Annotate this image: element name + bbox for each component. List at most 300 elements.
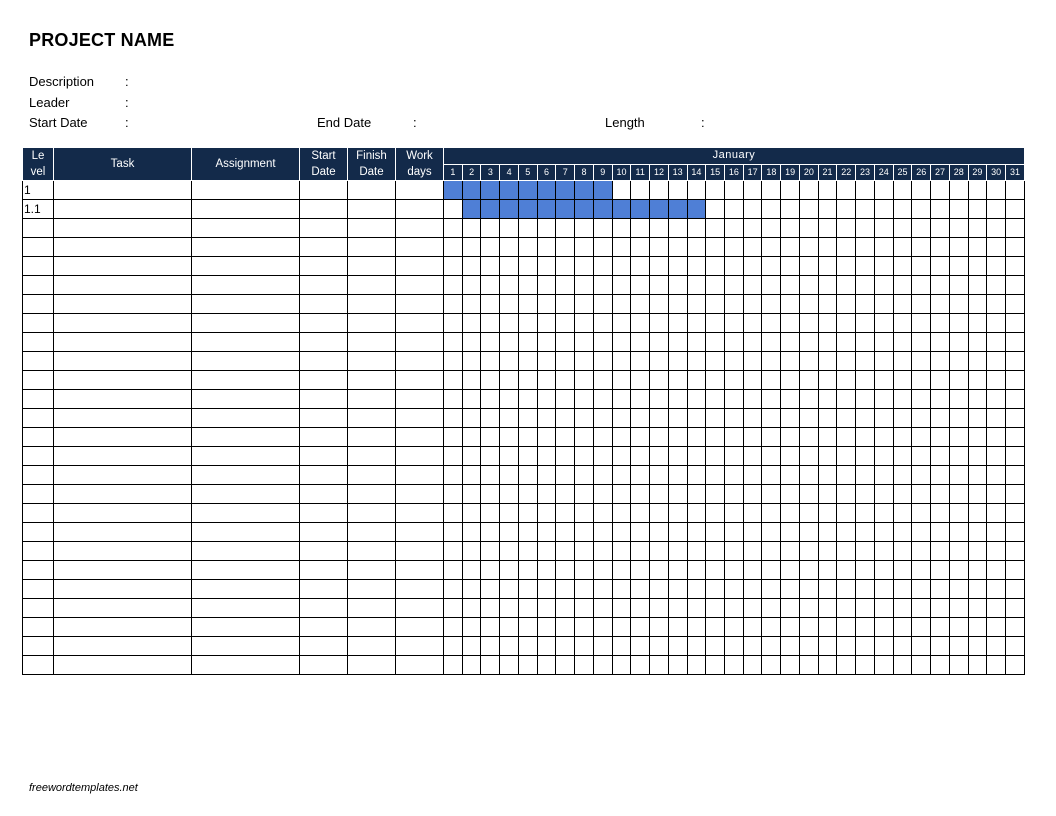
day-cell[interactable] (593, 485, 612, 504)
day-cell[interactable] (593, 580, 612, 599)
day-cell[interactable] (650, 390, 669, 409)
finish-date-cell[interactable] (348, 618, 396, 637)
level-cell[interactable]: 1.1 (23, 200, 54, 219)
day-cell[interactable] (837, 257, 856, 276)
day-cell[interactable] (612, 371, 631, 390)
day-cell[interactable] (1006, 428, 1025, 447)
day-cell[interactable] (931, 257, 950, 276)
day-cell[interactable] (762, 542, 781, 561)
finish-date-cell[interactable] (348, 219, 396, 238)
day-cell[interactable] (856, 352, 875, 371)
day-cell[interactable] (668, 257, 687, 276)
day-cell[interactable] (668, 542, 687, 561)
day-cell[interactable] (799, 561, 818, 580)
day-cell[interactable] (931, 219, 950, 238)
day-cell[interactable] (949, 409, 968, 428)
day-cell[interactable] (668, 428, 687, 447)
day-cell[interactable] (799, 333, 818, 352)
day-cell[interactable] (631, 523, 650, 542)
task-cell[interactable] (54, 561, 192, 580)
day-cell[interactable] (874, 352, 893, 371)
day-cell[interactable] (762, 561, 781, 580)
day-cell[interactable] (893, 523, 912, 542)
day-cell[interactable] (612, 390, 631, 409)
day-cell[interactable] (668, 238, 687, 257)
level-cell[interactable] (23, 333, 54, 352)
day-cell[interactable] (912, 409, 931, 428)
day-cell[interactable] (687, 257, 706, 276)
day-cell[interactable] (612, 352, 631, 371)
day-cell[interactable] (743, 561, 762, 580)
day-cell[interactable] (743, 409, 762, 428)
finish-date-cell[interactable] (348, 561, 396, 580)
day-cell[interactable] (949, 542, 968, 561)
day-cell[interactable] (968, 314, 987, 333)
day-cell[interactable] (556, 637, 575, 656)
day-cell[interactable] (762, 599, 781, 618)
day-cell[interactable] (799, 390, 818, 409)
level-cell[interactable] (23, 352, 54, 371)
day-cell[interactable] (706, 352, 725, 371)
day-cell[interactable] (743, 181, 762, 200)
finish-date-cell[interactable] (348, 656, 396, 675)
day-cell[interactable] (968, 257, 987, 276)
day-cell[interactable] (593, 276, 612, 295)
day-cell[interactable] (612, 542, 631, 561)
day-cell[interactable] (556, 333, 575, 352)
day-cell[interactable] (650, 561, 669, 580)
day-cell[interactable] (706, 428, 725, 447)
day-cell[interactable] (856, 542, 875, 561)
assignment-cell[interactable] (192, 637, 300, 656)
day-cell[interactable] (687, 447, 706, 466)
day-cell[interactable] (912, 428, 931, 447)
day-cell[interactable] (518, 561, 537, 580)
work-days-cell[interactable] (396, 314, 444, 333)
day-cell[interactable] (500, 276, 519, 295)
day-cell[interactable] (462, 428, 481, 447)
start-date-cell[interactable] (300, 257, 348, 276)
level-cell[interactable] (23, 485, 54, 504)
work-days-cell[interactable] (396, 428, 444, 447)
day-cell[interactable] (706, 656, 725, 675)
day-cell[interactable] (799, 200, 818, 219)
task-cell[interactable] (54, 656, 192, 675)
day-cell[interactable] (893, 599, 912, 618)
day-cell[interactable] (987, 523, 1006, 542)
day-cell[interactable] (706, 409, 725, 428)
day-cell[interactable] (444, 523, 463, 542)
day-cell[interactable] (706, 542, 725, 561)
day-cell[interactable] (799, 523, 818, 542)
day-cell[interactable] (837, 314, 856, 333)
day-cell[interactable] (781, 637, 800, 656)
day-cell[interactable] (799, 447, 818, 466)
day-cell[interactable] (837, 447, 856, 466)
day-cell[interactable] (668, 618, 687, 637)
day-cell[interactable] (1006, 257, 1025, 276)
day-cell[interactable] (762, 447, 781, 466)
day-cell[interactable] (781, 314, 800, 333)
day-cell[interactable] (856, 409, 875, 428)
day-cell[interactable] (874, 181, 893, 200)
start-date-cell[interactable] (300, 352, 348, 371)
day-cell[interactable] (612, 238, 631, 257)
gantt-bar-cell[interactable] (593, 200, 612, 219)
day-cell[interactable] (556, 523, 575, 542)
day-cell[interactable] (912, 580, 931, 599)
day-cell[interactable] (556, 428, 575, 447)
day-cell[interactable] (593, 466, 612, 485)
day-cell[interactable] (818, 523, 837, 542)
day-cell[interactable] (837, 219, 856, 238)
day-cell[interactable] (799, 181, 818, 200)
day-cell[interactable] (874, 428, 893, 447)
day-cell[interactable] (856, 219, 875, 238)
day-cell[interactable] (668, 371, 687, 390)
start-date-cell[interactable] (300, 333, 348, 352)
day-cell[interactable] (837, 561, 856, 580)
day-cell[interactable] (818, 485, 837, 504)
day-cell[interactable] (518, 618, 537, 637)
day-cell[interactable] (444, 428, 463, 447)
finish-date-cell[interactable] (348, 447, 396, 466)
level-cell[interactable] (23, 390, 54, 409)
day-cell[interactable] (762, 333, 781, 352)
gantt-bar-cell[interactable] (518, 200, 537, 219)
day-cell[interactable] (1006, 485, 1025, 504)
finish-date-cell[interactable] (348, 523, 396, 542)
level-cell[interactable] (23, 409, 54, 428)
gantt-bar-cell[interactable] (650, 200, 669, 219)
day-cell[interactable] (612, 333, 631, 352)
day-cell[interactable] (500, 447, 519, 466)
day-cell[interactable] (556, 390, 575, 409)
day-cell[interactable] (968, 428, 987, 447)
day-cell[interactable] (762, 371, 781, 390)
day-cell[interactable] (799, 466, 818, 485)
start-date-cell[interactable] (300, 580, 348, 599)
day-cell[interactable] (537, 523, 556, 542)
work-days-cell[interactable] (396, 504, 444, 523)
day-cell[interactable] (518, 542, 537, 561)
day-cell[interactable] (987, 238, 1006, 257)
day-cell[interactable] (987, 200, 1006, 219)
day-cell[interactable] (706, 200, 725, 219)
work-days-cell[interactable] (396, 390, 444, 409)
day-cell[interactable] (556, 656, 575, 675)
day-cell[interactable] (837, 295, 856, 314)
day-cell[interactable] (556, 542, 575, 561)
day-cell[interactable] (500, 485, 519, 504)
day-cell[interactable] (481, 428, 500, 447)
day-cell[interactable] (987, 409, 1006, 428)
day-cell[interactable] (725, 637, 744, 656)
finish-date-cell[interactable] (348, 390, 396, 409)
day-cell[interactable] (725, 580, 744, 599)
day-cell[interactable] (781, 656, 800, 675)
day-cell[interactable] (537, 314, 556, 333)
day-cell[interactable] (931, 504, 950, 523)
day-cell[interactable] (949, 257, 968, 276)
day-cell[interactable] (743, 257, 762, 276)
day-cell[interactable] (537, 295, 556, 314)
gantt-bar-cell[interactable] (556, 181, 575, 200)
day-cell[interactable] (687, 181, 706, 200)
day-cell[interactable] (575, 409, 594, 428)
day-cell[interactable] (593, 295, 612, 314)
day-cell[interactable] (556, 314, 575, 333)
day-cell[interactable] (912, 542, 931, 561)
day-cell[interactable] (762, 409, 781, 428)
day-cell[interactable] (762, 276, 781, 295)
day-cell[interactable] (837, 542, 856, 561)
day-cell[interactable] (650, 295, 669, 314)
day-cell[interactable] (593, 504, 612, 523)
day-cell[interactable] (837, 276, 856, 295)
day-cell[interactable] (968, 181, 987, 200)
day-cell[interactable] (874, 238, 893, 257)
day-cell[interactable] (931, 428, 950, 447)
day-cell[interactable] (799, 542, 818, 561)
start-date-cell[interactable] (300, 466, 348, 485)
day-cell[interactable] (612, 276, 631, 295)
day-cell[interactable] (462, 542, 481, 561)
level-cell[interactable] (23, 656, 54, 675)
day-cell[interactable] (781, 219, 800, 238)
day-cell[interactable] (799, 656, 818, 675)
day-cell[interactable] (762, 390, 781, 409)
work-days-cell[interactable] (396, 181, 444, 200)
day-cell[interactable] (781, 257, 800, 276)
task-cell[interactable] (54, 542, 192, 561)
day-cell[interactable] (556, 485, 575, 504)
day-cell[interactable] (931, 390, 950, 409)
day-cell[interactable] (462, 314, 481, 333)
day-cell[interactable] (874, 637, 893, 656)
day-cell[interactable] (706, 181, 725, 200)
day-cell[interactable] (631, 656, 650, 675)
day-cell[interactable] (575, 580, 594, 599)
start-date-cell[interactable] (300, 599, 348, 618)
day-cell[interactable] (856, 523, 875, 542)
day-cell[interactable] (762, 219, 781, 238)
day-cell[interactable] (650, 542, 669, 561)
day-cell[interactable] (893, 181, 912, 200)
day-cell[interactable] (818, 656, 837, 675)
day-cell[interactable] (593, 542, 612, 561)
day-cell[interactable] (837, 599, 856, 618)
day-cell[interactable] (781, 409, 800, 428)
finish-date-cell[interactable] (348, 333, 396, 352)
day-cell[interactable] (893, 618, 912, 637)
day-cell[interactable] (518, 409, 537, 428)
day-cell[interactable] (612, 656, 631, 675)
day-cell[interactable] (874, 447, 893, 466)
day-cell[interactable] (912, 466, 931, 485)
day-cell[interactable] (1006, 637, 1025, 656)
day-cell[interactable] (650, 181, 669, 200)
gantt-bar-cell[interactable] (668, 200, 687, 219)
assignment-cell[interactable] (192, 599, 300, 618)
day-cell[interactable] (987, 371, 1006, 390)
day-cell[interactable] (537, 504, 556, 523)
day-cell[interactable] (556, 371, 575, 390)
day-cell[interactable] (949, 238, 968, 257)
assignment-cell[interactable] (192, 200, 300, 219)
day-cell[interactable] (874, 390, 893, 409)
day-cell[interactable] (743, 219, 762, 238)
assignment-cell[interactable] (192, 485, 300, 504)
day-cell[interactable] (818, 428, 837, 447)
start-date-cell[interactable] (300, 295, 348, 314)
task-cell[interactable] (54, 580, 192, 599)
day-cell[interactable] (631, 295, 650, 314)
day-cell[interactable] (706, 618, 725, 637)
day-cell[interactable] (518, 447, 537, 466)
work-days-cell[interactable] (396, 542, 444, 561)
day-cell[interactable] (893, 561, 912, 580)
assignment-cell[interactable] (192, 276, 300, 295)
day-cell[interactable] (668, 390, 687, 409)
day-cell[interactable] (687, 219, 706, 238)
level-cell[interactable] (23, 219, 54, 238)
day-cell[interactable] (856, 561, 875, 580)
day-cell[interactable] (781, 599, 800, 618)
work-days-cell[interactable] (396, 409, 444, 428)
day-cell[interactable] (987, 504, 1006, 523)
day-cell[interactable] (481, 447, 500, 466)
day-cell[interactable] (837, 371, 856, 390)
day-cell[interactable] (743, 656, 762, 675)
day-cell[interactable] (518, 504, 537, 523)
day-cell[interactable] (687, 637, 706, 656)
day-cell[interactable] (781, 238, 800, 257)
day-cell[interactable] (1006, 238, 1025, 257)
day-cell[interactable] (537, 447, 556, 466)
day-cell[interactable] (837, 504, 856, 523)
day-cell[interactable] (725, 371, 744, 390)
day-cell[interactable] (725, 333, 744, 352)
gantt-bar-cell[interactable] (537, 200, 556, 219)
day-cell[interactable] (593, 561, 612, 580)
day-cell[interactable] (706, 504, 725, 523)
start-date-cell[interactable] (300, 238, 348, 257)
day-cell[interactable] (987, 295, 1006, 314)
day-cell[interactable] (556, 504, 575, 523)
day-cell[interactable] (462, 485, 481, 504)
day-cell[interactable] (444, 580, 463, 599)
day-cell[interactable] (856, 333, 875, 352)
assignment-cell[interactable] (192, 257, 300, 276)
day-cell[interactable] (500, 333, 519, 352)
day-cell[interactable] (912, 295, 931, 314)
day-cell[interactable] (687, 314, 706, 333)
day-cell[interactable] (762, 181, 781, 200)
day-cell[interactable] (481, 561, 500, 580)
start-date-cell[interactable] (300, 276, 348, 295)
day-cell[interactable] (874, 504, 893, 523)
day-cell[interactable] (575, 428, 594, 447)
day-cell[interactable] (687, 371, 706, 390)
day-cell[interactable] (537, 485, 556, 504)
finish-date-cell[interactable] (348, 428, 396, 447)
day-cell[interactable] (500, 219, 519, 238)
day-cell[interactable] (462, 447, 481, 466)
day-cell[interactable] (575, 371, 594, 390)
day-cell[interactable] (481, 314, 500, 333)
day-cell[interactable] (968, 580, 987, 599)
day-cell[interactable] (631, 352, 650, 371)
day-cell[interactable] (462, 409, 481, 428)
day-cell[interactable] (856, 276, 875, 295)
day-cell[interactable] (1006, 409, 1025, 428)
work-days-cell[interactable] (396, 257, 444, 276)
day-cell[interactable] (593, 314, 612, 333)
day-cell[interactable] (818, 238, 837, 257)
day-cell[interactable] (743, 485, 762, 504)
day-cell[interactable] (500, 542, 519, 561)
day-cell[interactable] (837, 656, 856, 675)
day-cell[interactable] (650, 504, 669, 523)
day-cell[interactable] (556, 276, 575, 295)
day-cell[interactable] (762, 618, 781, 637)
day-cell[interactable] (725, 485, 744, 504)
level-cell[interactable] (23, 618, 54, 637)
assignment-cell[interactable] (192, 371, 300, 390)
day-cell[interactable] (481, 371, 500, 390)
day-cell[interactable] (631, 181, 650, 200)
day-cell[interactable] (818, 561, 837, 580)
start-date-cell[interactable] (300, 371, 348, 390)
day-cell[interactable] (781, 561, 800, 580)
day-cell[interactable] (1006, 580, 1025, 599)
start-date-cell[interactable] (300, 542, 348, 561)
day-cell[interactable] (949, 200, 968, 219)
task-cell[interactable] (54, 447, 192, 466)
day-cell[interactable] (537, 371, 556, 390)
day-cell[interactable] (650, 428, 669, 447)
task-cell[interactable] (54, 485, 192, 504)
day-cell[interactable] (762, 466, 781, 485)
day-cell[interactable] (874, 333, 893, 352)
day-cell[interactable] (1006, 390, 1025, 409)
day-cell[interactable] (687, 333, 706, 352)
day-cell[interactable] (893, 656, 912, 675)
day-cell[interactable] (650, 618, 669, 637)
work-days-cell[interactable] (396, 637, 444, 656)
day-cell[interactable] (556, 466, 575, 485)
day-cell[interactable] (725, 618, 744, 637)
day-cell[interactable] (837, 390, 856, 409)
finish-date-cell[interactable] (348, 257, 396, 276)
level-cell[interactable] (23, 276, 54, 295)
day-cell[interactable] (556, 257, 575, 276)
day-cell[interactable] (1006, 333, 1025, 352)
work-days-cell[interactable] (396, 656, 444, 675)
day-cell[interactable] (893, 390, 912, 409)
day-cell[interactable] (837, 181, 856, 200)
day-cell[interactable] (668, 656, 687, 675)
day-cell[interactable] (537, 219, 556, 238)
day-cell[interactable] (462, 257, 481, 276)
day-cell[interactable] (631, 561, 650, 580)
day-cell[interactable] (500, 428, 519, 447)
day-cell[interactable] (593, 352, 612, 371)
day-cell[interactable] (444, 238, 463, 257)
task-cell[interactable] (54, 314, 192, 333)
day-cell[interactable] (537, 238, 556, 257)
